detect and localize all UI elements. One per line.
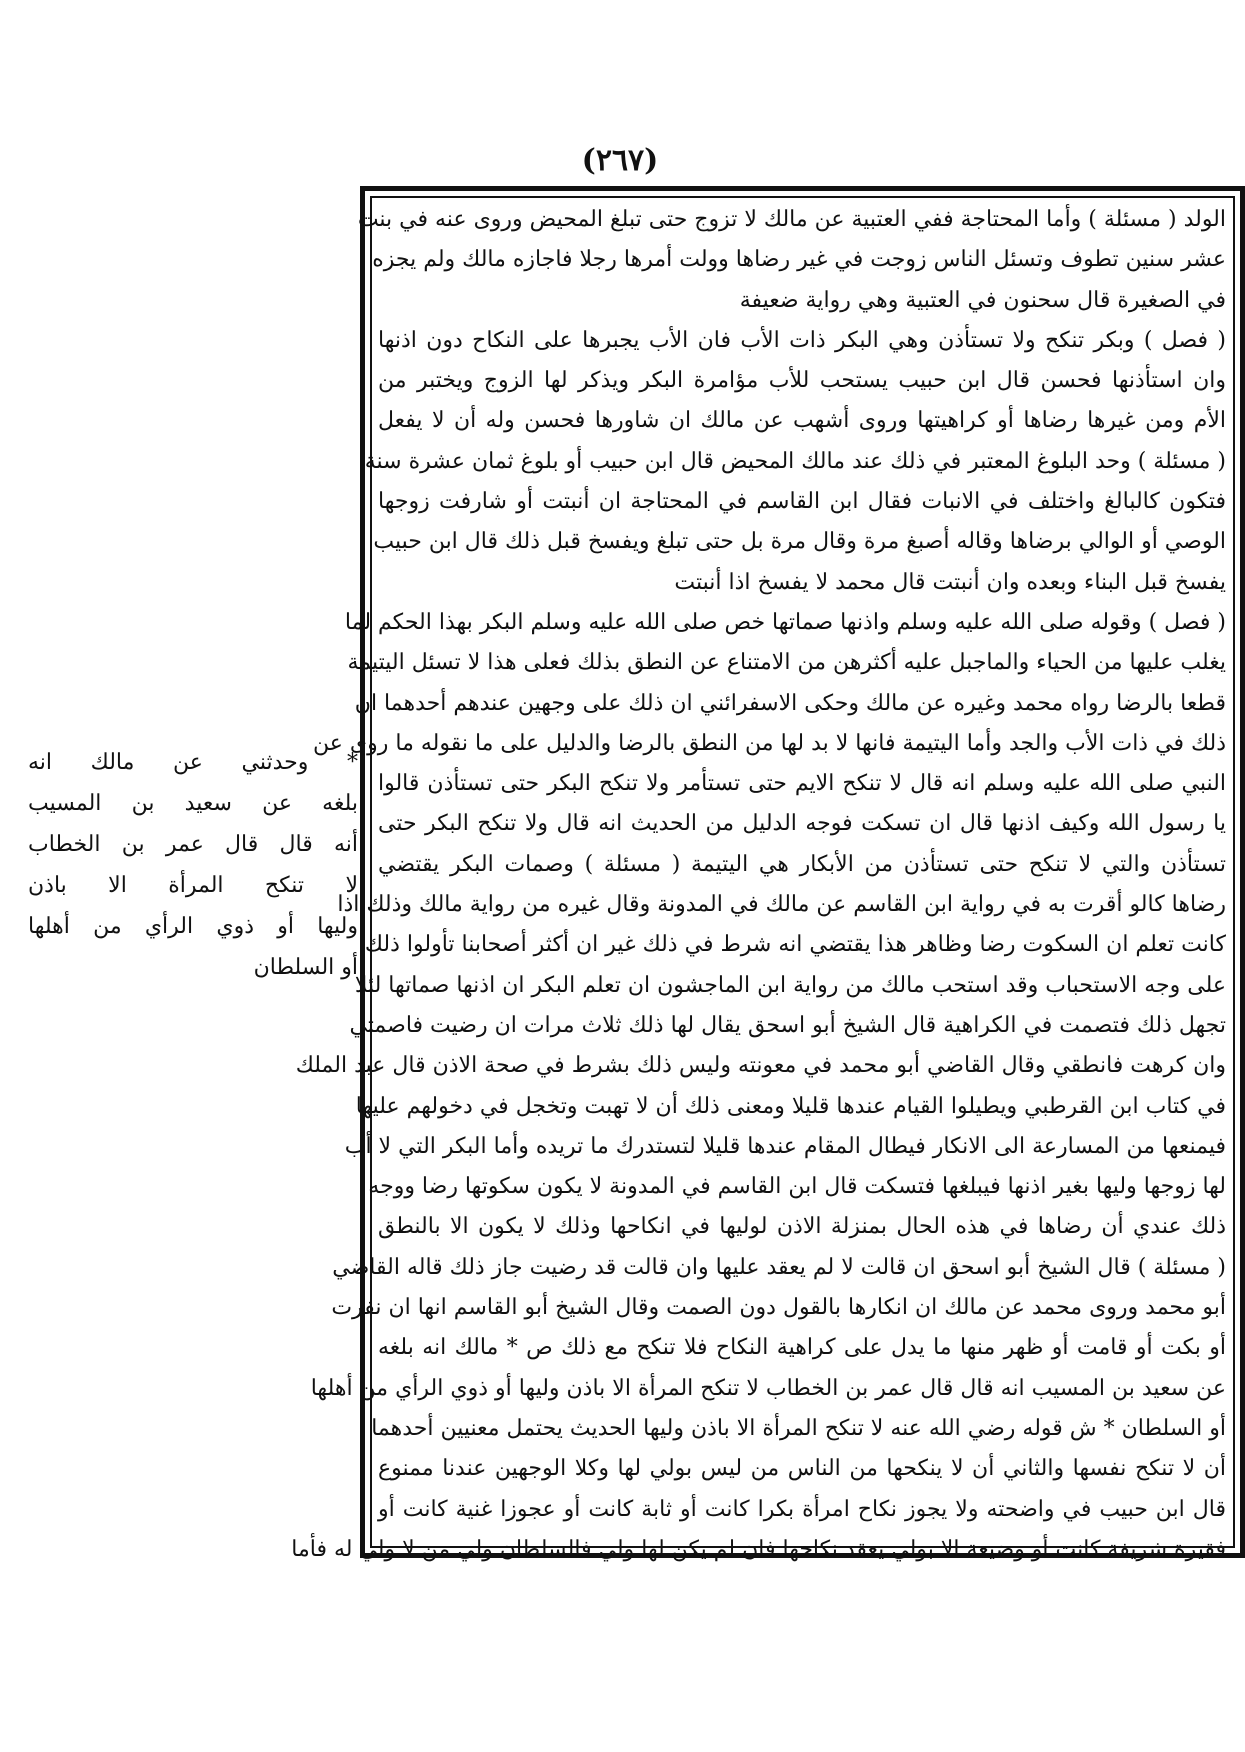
text-line: وان استأذنها فحسن قال ابن حبيب يستحب للأب مؤامرة البكر ويذكر لها الزوج ويختبر من xyxy=(378,368,1226,394)
text-line: ( مسئلة ) وحد البلوغ المعتبر في ذلك عند مالك المحيض قال ابن حبيب أو بلوغ ثمان عشرة سنة xyxy=(364,448,1226,474)
text-line: كانت تعلم ان السكوت رضا وظاهر هذا يقتضي انه شرط في ذلك غير ان أكثر أصحابنا تأولوا ذلك xyxy=(364,932,1226,958)
main-text-block xyxy=(291,200,1226,1562)
text-line: أو السلطان * ش قوله رضي الله عنه لا تنكح المرأة الا باذن وليها الحديث يحتمل معنيين أحدهما xyxy=(371,1415,1226,1441)
text-line: أو بكت أو قامت أو ظهر منها ما يدل على كراهية النكاح فلا تنكح مع ذلك ص * مالك انه بلغه xyxy=(378,1335,1226,1361)
margin-note-line: أو السلطان xyxy=(253,955,358,980)
text-line: ذلك في ذات الأب والجد وأما اليتيمة فانها لا بد لها من النطق بالرضا والدليل على ما نقوله ما روى عن xyxy=(313,730,1226,756)
margin-note-line: وليها أو ذوي الرأي من أهلها xyxy=(28,914,358,939)
text-line: الأم ومن غيرها رضاها أو كراهيتها وروى أشهب عن مالك ان شاورها فحسن وله أن لا يفعل xyxy=(378,408,1226,434)
text-line: عن سعيد بن المسيب انه قال قال عمر بن الخطاب لا تنكح المرأة الا باذن وليها أو ذوي الرأي من أهلها xyxy=(310,1375,1226,1401)
text-line: الولد ( مسئلة ) وأما المحتاجة ففي العتبية عن مالك لا تزوج حتى تبلغ المحيض وروى عنه في بنت xyxy=(357,207,1226,232)
text-line: قال ابن حبيب في واضحته ولا يجوز نكاح امرأة بكرا كانت أو ثابة كانت أو عجوزا غنية كانت أو xyxy=(378,1496,1226,1522)
margin-note-line: * وحدثني عن مالك انه xyxy=(28,750,358,775)
text-line: لها زوجها وليها بغير اذنها فيبلغها فتسكت قال ابن القاسم في المدونة لا يكون سكوتها رضا ووجه xyxy=(368,1174,1226,1200)
text-line: فيمنعها من المسارعة الى الانكار فيطال المقام عندها قليلا لتستدرك ما تريده وأما البكر التي لا أب xyxy=(344,1133,1226,1159)
text-line: ( فصل ) وقوله صلى الله عليه وسلم واذنها صماتها خص صلى الله عليه وسلم البكر بهذا الحكم لما xyxy=(344,609,1226,635)
text-line: ذلك عندي أن رضاها في هذه الحال بمنزلة الاذن لوليها في انكاحها وذلك لا يكون الا بالنطق xyxy=(378,1214,1226,1240)
page-number: (٢٦٧) xyxy=(581,143,659,178)
margin-note xyxy=(28,742,358,988)
text-line: ( فصل ) وبكر تنكح ولا تستأذن وهي البكر ذات الأب فان الأب يجبرها على النكاح دون اذنها xyxy=(378,327,1226,353)
text-line: أن لا تنكح نفسها والثاني أن لا ينكحها من الناس من ليس بولي لها وكلا الوجهين عندنا ممنوع xyxy=(378,1456,1226,1482)
text-line: أبو محمد وروى محمد عن مالك ان انكارها بالقول دون الصمت وقال الشيخ أبو القاسم انها ان نفرت xyxy=(331,1295,1226,1321)
text-line: رضاها كالو أقرت به في رواية ابن القاسم عن مالك في المدونة وقال غيره من رواية مالك وذلك اذا xyxy=(337,892,1226,918)
text-line: وان كرهت فانطقي وقال القاضي أبو محمد في معونته وليس ذلك بشرط في صحة الاذن قال عبد الملك xyxy=(295,1053,1226,1079)
text-line: النبي صلى الله عليه وسلم انه قال لا تنكح الايم حتى تستأمر ولا تنكح البكر حتى تستأذن قالوا xyxy=(378,771,1226,797)
text-line: الوصي أو الوالي برضاها وقاله أصبغ مرة وقال مرة بل حتى تبلغ ويفسخ قبل ذلك قال ابن حبيب xyxy=(373,529,1226,555)
text-line: في كتاب ابن القرطبي ويطيلوا القيام عندها قليلا ومعنى ذلك أن لا تهبت وتخجل في دخولهم عليها xyxy=(355,1093,1226,1119)
text-line: ( مسئلة ) قال الشيخ أبو اسحق ان قالت لا لم يعقد عليها وان قالت قد رضيت جاز ذلك قاله القاضي xyxy=(332,1254,1226,1280)
text-line: قطعا بالرضا رواه محمد وغيره عن مالك وحكى الاسفرائني ان ذلك على وجهين عندهم أحدهما ان xyxy=(354,690,1226,716)
text-line: فقيرة شريفة كانت أو وضيعة الا بولي يعقد نكاحها فان لم يكن لها ولي فالسلطان ولي من لا ولي له فأما xyxy=(291,1536,1226,1562)
text-line: يغلب عليها من الحياء والماجبل عليه أكثرهن من الامتناع عن النطق بذلك فعلى هذا لا تسئل اليتيمة xyxy=(347,650,1226,676)
text-line: يفسخ قبل البناء وبعده وان أنبتت قال محمد لا يفسخ اذا أنبتت xyxy=(674,569,1226,595)
margin-note-line: أنه قال قال عمر بن الخطاب xyxy=(28,832,358,857)
text-line: تجهل ذلك فتصمت في الكراهية قال الشيخ أبو اسحق يقال لها ذلك ثلاث مرات ان رضيت فاصمتي xyxy=(349,1012,1226,1038)
text-line: في الصغيرة قال سحنون في العتبية وهي رواية ضعيفة xyxy=(739,287,1226,313)
text-line: تستأذن والتي لا تنكح حتى تستأذن من الأبكار هي اليتيمة ( مسئلة ) وصمات البكر يقتضي xyxy=(378,851,1226,877)
text-line: فتكون كالبالغ واختلف في الانبات فقال ابن القاسم في المحتاجة ان أنبتت أو شارفت زوجها xyxy=(378,489,1226,515)
text-line: يا رسول الله وكيف اذنها قال ان تسكت فوجه الدليل من الحديث انه قال ولا تنكح البكر حتى xyxy=(378,811,1226,837)
margin-note-line: بلغه عن سعيد بن المسيب xyxy=(28,791,358,816)
text-line: على وجه الاستحباب وقد استحب مالك من رواية ابن الماجشون ان تعلم البكر ان اذنها صماتها لئلا xyxy=(354,972,1226,998)
text-line: عشر سنين تطوف وتسئل الناس زوجت في غير رضاها وولت أمرها رجلا فاجازه مالك ولم يجزه xyxy=(372,247,1226,273)
margin-note-line: لا تنكح المرأة الا باذن xyxy=(28,873,358,898)
